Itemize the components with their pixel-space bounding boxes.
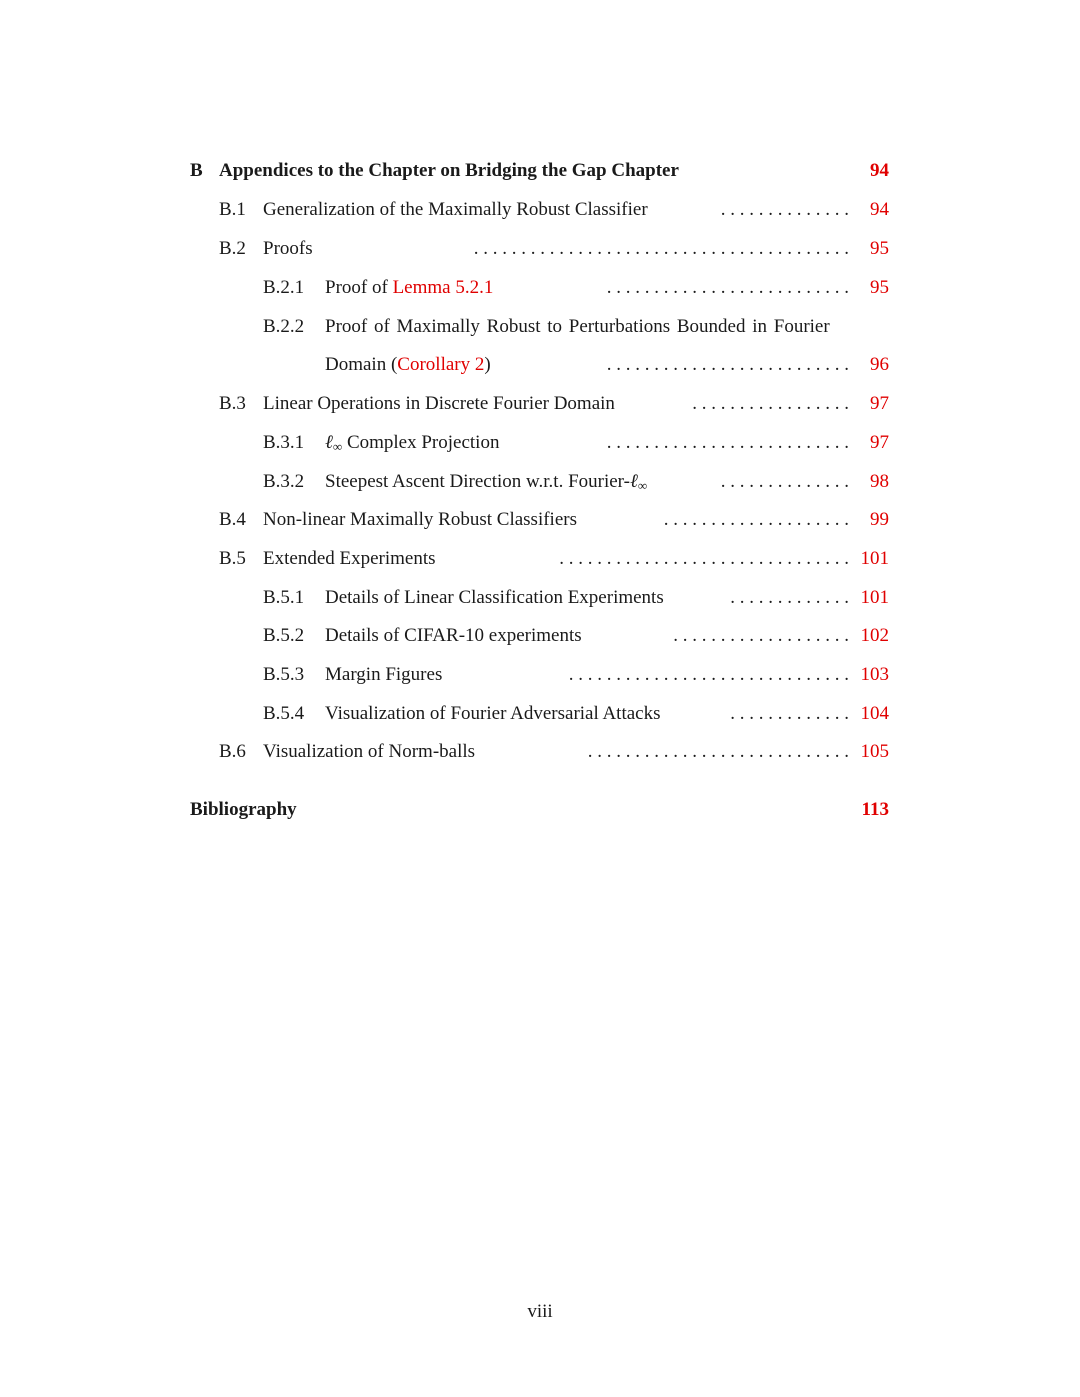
toc-entry-b2-2-cont[interactable] — [190, 350, 889, 380]
entry-page-link[interactable]: 95 — [866, 273, 889, 303]
ell-symbol: ℓ — [325, 432, 333, 453]
entry-page-link[interactable]: 102 — [857, 621, 890, 651]
entry-number: B.6 — [219, 741, 246, 762]
page-number: viii — [527, 1301, 553, 1322]
entry-page-link[interactable]: 104 — [857, 699, 890, 729]
leader-dots: . . . . . . . . . . . . . . . . . . . . . . . . . . . . . . — [568, 664, 849, 685]
toc-bibliography[interactable] — [190, 795, 889, 825]
toc-entry-b5-4[interactable] — [190, 699, 889, 729]
entry-number: B.2.1 — [263, 277, 305, 298]
toc-entry-b5-2[interactable] — [190, 621, 889, 651]
entry-number: B.3.1 — [263, 432, 305, 453]
entry-number: B.5.2 — [263, 625, 305, 646]
entry-number: B.4 — [219, 509, 246, 530]
corollary-ref-link[interactable]: Corollary 2 — [397, 354, 485, 375]
entry-page-link[interactable]: 95 — [866, 234, 889, 264]
leader-dots: . . . . . . . . . . . . . . . . . — [692, 393, 849, 414]
entry-number: B.5.4 — [263, 703, 305, 724]
entry-number: B.3.2 — [263, 471, 305, 492]
chapter-page-link[interactable]: 94 — [866, 156, 889, 186]
leader-dots: . . . . . . . . . . . . . . . . . . . . . . . . . . . . . . . . . . . . . . . . — [473, 238, 849, 259]
entry-title: Non-linear Maximally Robust Classifiers — [263, 505, 585, 535]
leader-dots: . . . . . . . . . . . . . . . . . . . . . . . . . . — [606, 432, 849, 453]
ell-symbol: ℓ — [629, 471, 638, 492]
toc-entry-b2-1[interactable] — [190, 273, 889, 303]
entry-title: Visualization of Norm-balls — [263, 737, 483, 767]
entry-page-link[interactable]: 97 — [866, 389, 889, 419]
entry-title: Extended Experiments — [263, 544, 444, 574]
entry-number: B.5.1 — [263, 587, 305, 608]
bibliography-page-link[interactable]: 113 — [858, 795, 889, 825]
toc-entry-b3[interactable] — [190, 389, 889, 419]
entry-title: Visualization of Fourier Adversarial Attacks — [325, 699, 669, 729]
toc-entry-b2-2[interactable] — [190, 312, 889, 342]
entry-title-text: Steepest Ascent Direction w.r.t. Fourier- — [325, 471, 630, 492]
infinity-subscript: ∞ — [332, 439, 343, 454]
entry-page-link[interactable]: 98 — [866, 467, 889, 497]
leader-dots: . . . . . . . . . . . . . — [730, 587, 849, 608]
toc-entry-b5-3[interactable] — [190, 660, 889, 690]
entry-number: B.2.2 — [263, 316, 305, 337]
entry-page-link[interactable]: 96 — [866, 350, 889, 380]
leader-dots: . . . . . . . . . . . . . — [730, 703, 849, 724]
entry-title: Details of Linear Classification Experiments — [325, 583, 672, 613]
toc-entry-b5-1[interactable] — [190, 583, 889, 613]
chapter-title: Appendices to the Chapter on Bridging the Gap Chapter — [219, 156, 687, 186]
chapter-label: B — [190, 160, 203, 181]
toc-chapter-b[interactable] — [190, 156, 889, 186]
entry-title-line1: Proof of Maximally Robust to Perturbations Bounded in Fourier — [325, 312, 838, 342]
entry-title: Generalization of the Maximally Robust Classifier — [263, 195, 656, 225]
entry-page-link[interactable]: 105 — [857, 737, 890, 767]
entry-page-link[interactable]: 103 — [857, 660, 890, 690]
entry-number: B.5 — [219, 548, 246, 569]
leader-dots: . . . . . . . . . . . . . . . . . . . . . . . . . . — [606, 277, 849, 298]
entry-title: Details of CIFAR-10 experiments — [325, 621, 590, 651]
entry-number: B.2 — [219, 238, 246, 259]
entry-title: Linear Operations in Discrete Fourier Domain — [263, 389, 623, 419]
entry-page-link[interactable]: 101 — [857, 544, 890, 574]
leader-dots: . . . . . . . . . . . . . . — [720, 471, 849, 492]
bibliography-title: Bibliography — [190, 799, 297, 820]
entry-page-link[interactable]: 97 — [866, 428, 889, 458]
entry-title — [325, 273, 501, 303]
toc-entry-b2[interactable] — [190, 234, 889, 264]
entry-title-text: ) — [484, 354, 491, 375]
entry-number: B.5.3 — [263, 664, 305, 685]
entry-title-text: Complex Projection — [342, 432, 500, 453]
entry-page-link[interactable]: 94 — [866, 195, 889, 225]
entry-page-link[interactable]: 101 — [857, 583, 890, 613]
toc-entry-b5[interactable] — [190, 544, 889, 574]
toc-entry-b6[interactable] — [190, 737, 889, 767]
leader-dots: . . . . . . . . . . . . . . . . . . . — [673, 625, 849, 646]
entry-number: B.3 — [219, 393, 246, 414]
entry-number: B.1 — [219, 199, 246, 220]
lemma-ref-link[interactable]: Lemma 5.2.1 — [392, 277, 494, 298]
toc-entry-b1[interactable] — [190, 195, 889, 225]
entry-title — [325, 467, 655, 501]
toc-entry-b3-1[interactable] — [190, 428, 889, 458]
toc-entry-b3-2[interactable] — [190, 467, 889, 497]
leader-dots: . . . . . . . . . . . . . . — [720, 199, 849, 220]
entry-title-text: Domain ( — [325, 354, 398, 375]
leader-dots: . . . . . . . . . . . . . . . . . . . . . . . . . . . . — [587, 741, 849, 762]
leader-dots: . . . . . . . . . . . . . . . . . . . . . . . . . . — [606, 354, 849, 375]
entry-title: Proofs — [263, 234, 321, 264]
entry-title-line2 — [325, 350, 499, 380]
leader-dots: . . . . . . . . . . . . . . . . . . . . . . . . . . . . . . . — [559, 548, 849, 569]
infinity-subscript: ∞ — [637, 478, 648, 493]
leader-dots: . . . . . . . . . . . . . . . . . . . . — [663, 509, 849, 530]
toc-entry-b4[interactable] — [190, 505, 889, 535]
entry-title: Margin Figures — [325, 660, 450, 690]
entry-title — [325, 428, 507, 462]
entry-page-link[interactable]: 99 — [866, 505, 889, 535]
entry-title-text: Proof of — [325, 277, 393, 298]
